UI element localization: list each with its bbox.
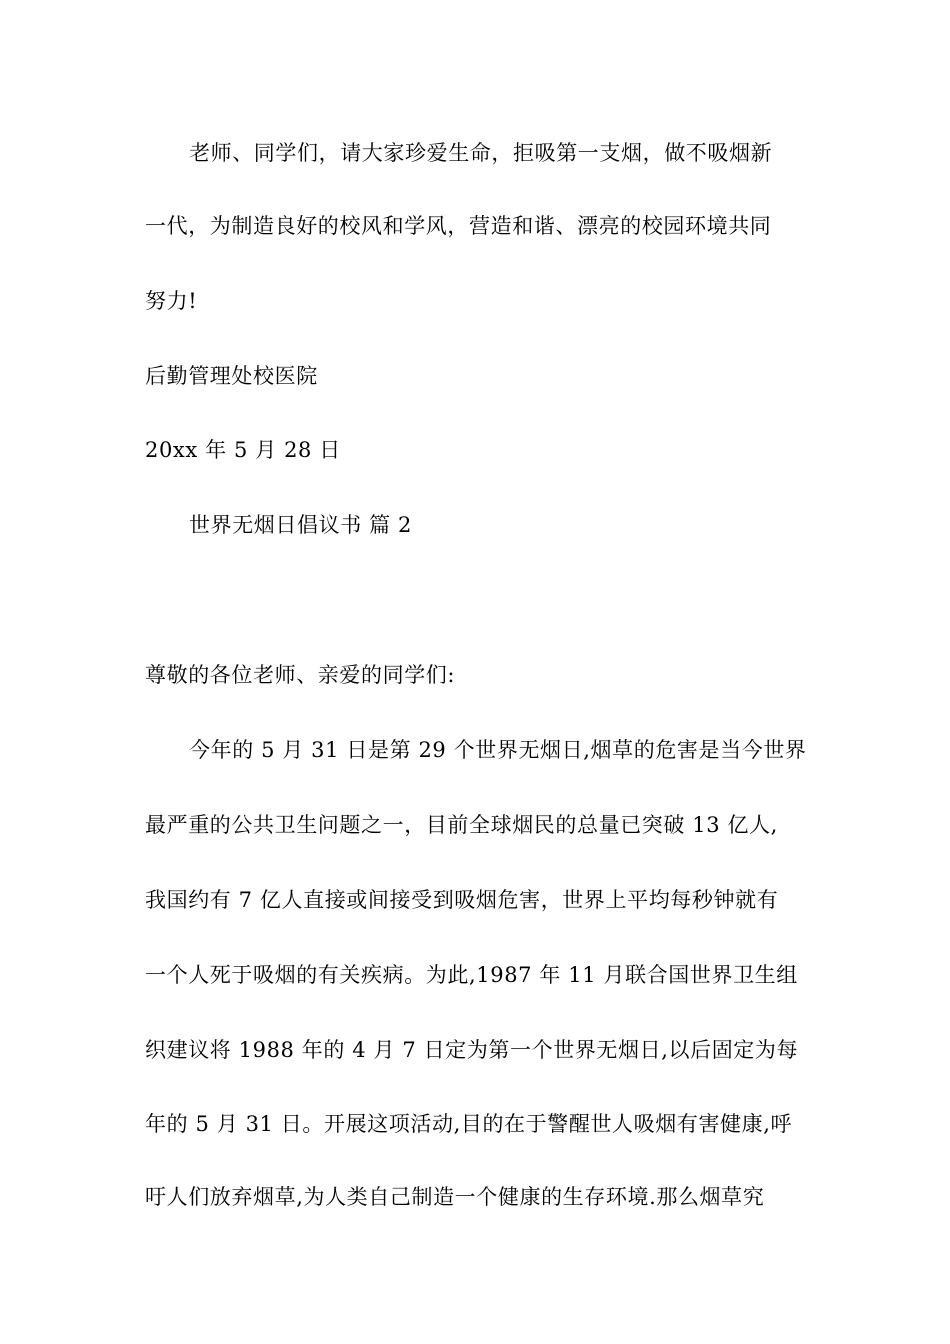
paragraph-line: 我国约有 7 亿人直接或间接受到吸烟危害，世界上平均每秒钟就有 xyxy=(145,888,779,912)
paragraph-line: 吁人们放弃烟草,为人类自己制造一个健康的生存环境.那么烟草究 xyxy=(145,1185,765,1209)
paragraph-line: 一个人死于吸烟的有关疾病。为此,1987 年 11 月联合国世界卫生组 xyxy=(145,963,798,987)
paragraph-line: 最严重的公共卫生问题之一，目前全球烟民的总量已突破 13 亿人, xyxy=(145,813,778,837)
paragraph-line: 努力! xyxy=(145,289,198,313)
section-title: 世界无烟日倡议书 篇 2 xyxy=(189,513,412,537)
paragraph-line: 织建议将 1988 年的 4 月 7 日定为第一个世界无烟日,以后固定为每 xyxy=(145,1038,799,1062)
date: 20xx 年 5 月 28 日 xyxy=(145,438,341,462)
signature: 后勤管理处校医院 xyxy=(145,364,318,388)
paragraph-line: 今年的 5 月 31 日是第 29 个世界无烟日,烟草的危害是当今世界 xyxy=(189,738,807,762)
paragraph-line: 一代，为制造良好的校风和学风，营造和谐、漂亮的校园环境共同 xyxy=(145,214,772,238)
paragraph-line: 老师、同学们，请大家珍爱生命，拒吸第一支烟，做不吸烟新 xyxy=(189,141,773,165)
paragraph-line: 年的 5 月 31 日。开展这项活动,目的在于警醒世人吸烟有害健康,呼 xyxy=(145,1112,793,1136)
salutation: 尊敬的各位老师、亲爱的同学们: xyxy=(145,663,456,687)
